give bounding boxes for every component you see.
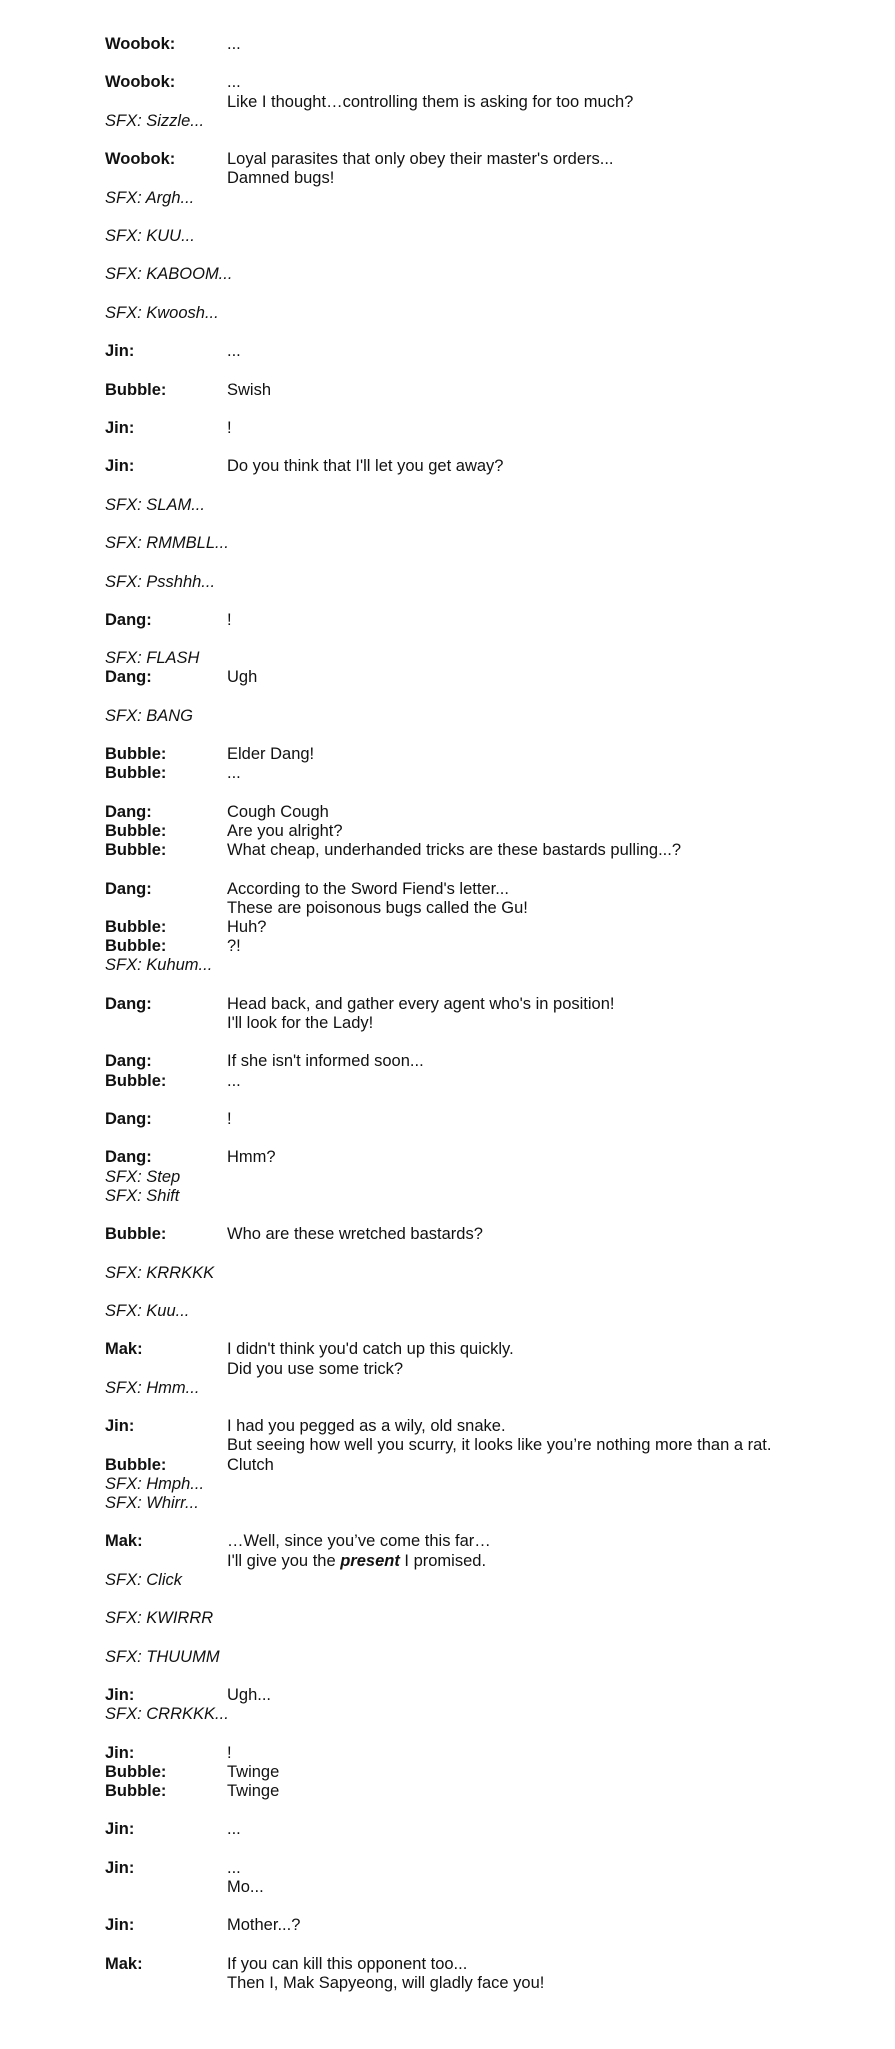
sfx-text: SFX: THUUMM: [105, 1647, 220, 1666]
speaker-name: Woobok:: [105, 150, 176, 169]
script-block: [105, 1225, 865, 1244]
sfx-line: [105, 1475, 865, 1494]
speaker-name: Bubble:: [105, 937, 167, 956]
script-block: [105, 707, 865, 726]
sfx-text: SFX: Sizzle...: [105, 111, 205, 130]
script-block: [105, 611, 865, 630]
dialog-text: I had you pegged as a wily, old snake.: [227, 1417, 506, 1436]
sfx-text: SFX: Hmph...: [105, 1474, 205, 1493]
dialog-text: Mother...?: [227, 1916, 301, 1935]
sfx-text: SFX: KABOOM...: [105, 265, 233, 284]
sfx-line: [105, 496, 865, 515]
speaker-name: Bubble:: [105, 841, 167, 860]
speaker-name: Bubble:: [105, 918, 167, 937]
sfx-line: [105, 1302, 865, 1321]
script-block: [105, 880, 865, 976]
emphasized-word: present: [340, 1551, 400, 1570]
dialog-line: [105, 35, 865, 54]
dialog-text: ...: [227, 35, 241, 53]
dialog-text: Cough Cough: [227, 802, 329, 821]
dialog-text: [227, 1552, 865, 1571]
speaker-name: Mak:: [105, 1954, 143, 1973]
dialog-text: Ugh: [227, 668, 258, 687]
speaker-name: [105, 899, 227, 918]
sfx-text: SFX: Argh...: [105, 188, 195, 207]
dialog-text: Who are these wretched bastards?: [227, 1225, 483, 1244]
dialog-text: ...: [227, 1858, 241, 1877]
script-block: [105, 1686, 865, 1724]
speaker-name: [105, 1974, 227, 1993]
speaker-name: Mak:: [105, 1340, 143, 1359]
script-block: [105, 1955, 865, 1993]
dialog-continuation: [105, 1552, 865, 1571]
dialog-text: ...: [227, 1820, 241, 1839]
sfx-text: SFX: KUU...: [105, 226, 195, 245]
dialog-text: Do you think that I'll let you get away?: [227, 457, 504, 476]
dialog-continuation: [105, 1974, 865, 1993]
dialog-text: ?!: [227, 937, 241, 956]
sfx-text: SFX: CRRKKK...: [105, 1705, 229, 1724]
dialog-text: Did you use some trick?: [227, 1359, 404, 1378]
speaker-name: Bubble:: [105, 1781, 167, 1800]
dialog-text: …Well, since you’ve come this far…: [227, 1532, 491, 1551]
sfx-text: SFX: Kuu...: [105, 1302, 190, 1321]
dialog-line: [105, 918, 865, 937]
dialog-text: Then I, Mak Sapyeong, will gladly face you!: [227, 1973, 545, 1992]
dialog-text: Like I thought…controlling them is asking for too much?: [227, 92, 634, 111]
script-block: [105, 1744, 865, 1802]
sfx-text: SFX: Psshhh...: [105, 572, 216, 591]
dialog-text: ...: [227, 764, 241, 783]
speaker-name: Jin:: [105, 1820, 135, 1839]
script-block: [105, 1110, 865, 1129]
dialog-line: [105, 764, 865, 783]
dialog-line: [105, 381, 865, 400]
dialog-line: [105, 803, 865, 822]
dialog-line: [105, 1340, 865, 1359]
sfx-text: SFX: RMMBLL...: [105, 534, 229, 553]
dialog-text: ...: [227, 342, 241, 361]
dialog-continuation: [105, 169, 865, 188]
sfx-text: SFX: Kwoosh...: [105, 303, 219, 322]
dialog-text: I'll look for the Lady!: [227, 1014, 374, 1033]
speaker-name: Dang:: [105, 668, 152, 687]
script-block: [105, 35, 865, 54]
sfx-text: SFX: Kuhum...: [105, 956, 213, 975]
sfx-line: [105, 956, 865, 975]
speaker-name: Dang:: [105, 1110, 152, 1129]
script-block: [105, 150, 865, 208]
dialog-text: !: [227, 1743, 232, 1762]
sfx-line: [105, 1571, 865, 1590]
sfx-line: [105, 1648, 865, 1667]
dialog-text: Hmm?: [227, 1148, 276, 1167]
script-block: [105, 1302, 865, 1321]
script-block: [105, 1148, 865, 1206]
sfx-line: [105, 227, 865, 246]
dialog-text: Loyal parasites that only obey their master's orders...: [227, 150, 614, 169]
dialog-text: Are you alright?: [227, 822, 343, 841]
sfx-line: [105, 649, 865, 668]
dialog-text: Swish: [227, 380, 272, 399]
sfx-text: SFX: SLAM...: [105, 495, 205, 514]
sfx-line: [105, 1705, 865, 1724]
speaker-name: Dang:: [105, 994, 152, 1013]
script-block: [105, 1052, 865, 1090]
script-block: [105, 1417, 865, 1513]
dialog-line: [105, 841, 865, 860]
sfx-line: [105, 304, 865, 323]
sfx-line: [105, 1187, 865, 1206]
speaker-name: Bubble:: [105, 822, 167, 841]
dialog-text: But seeing how well you scurry, it looks like you’re nothing more than a rat.: [227, 1436, 772, 1455]
dialog-continuation: [105, 1436, 865, 1455]
sfx-line: [105, 534, 865, 553]
dialog-line: [105, 457, 865, 476]
script-block: [105, 227, 865, 246]
sfx-line: [105, 112, 865, 131]
dialog-text: I didn't think you'd catch up this quickly.: [227, 1340, 514, 1359]
script-block: [105, 995, 865, 1033]
speaker-name: Jin:: [105, 1916, 135, 1935]
dialog-continuation: [105, 93, 865, 112]
speaker-name: Bubble:: [105, 1762, 167, 1781]
script-block: [105, 1609, 865, 1628]
script-block: [105, 73, 865, 131]
script-block: [105, 649, 865, 687]
speaker-name: Mak:: [105, 1532, 143, 1551]
sfx-line: [105, 1379, 865, 1398]
dialog-text: Twinge: [227, 1781, 280, 1800]
sfx-line: [105, 1609, 865, 1628]
dialog-text: Huh?: [227, 918, 267, 937]
dialog-text: Clutch: [227, 1455, 274, 1474]
speaker-name: [105, 1878, 227, 1897]
dialog-line: [105, 1148, 865, 1167]
speaker-name: [105, 1360, 227, 1379]
sfx-text: SFX: Hmm...: [105, 1378, 200, 1397]
dialog-text: !: [227, 418, 232, 437]
dialog-text: Damned bugs!: [227, 169, 335, 188]
sfx-line: [105, 573, 865, 592]
script-block: [105, 1859, 865, 1897]
dialog-text: Elder Dang!: [227, 745, 315, 764]
dialog-line: [105, 1916, 865, 1935]
dialog-line: [105, 1686, 865, 1705]
dialog-text: If you can kill this opponent too...: [227, 1954, 468, 1973]
sfx-line: [105, 1494, 865, 1513]
sfx-text: SFX: BANG: [105, 706, 194, 725]
script-block: [105, 419, 865, 438]
script-block: [105, 304, 865, 323]
speaker-name: Bubble:: [105, 1455, 167, 1474]
script-block: [105, 457, 865, 476]
dialog-line: [105, 745, 865, 764]
dialog-text: ...: [227, 73, 241, 92]
sfx-text: SFX: KRRKKK: [105, 1263, 215, 1282]
dialog-text: According to the Sword Fiend's letter...: [227, 879, 509, 898]
speaker-name: Bubble:: [105, 1071, 167, 1090]
sfx-text: SFX: Click: [105, 1570, 183, 1589]
speaker-name: Bubble:: [105, 764, 167, 783]
sfx-text: SFX: FLASH: [105, 649, 200, 668]
speaker-name: Bubble:: [105, 380, 167, 399]
dialog-line: [105, 1110, 865, 1129]
dialog-text: Mo...: [227, 1877, 264, 1896]
speaker-name: Jin:: [105, 1743, 135, 1762]
dialog-line: [105, 1955, 865, 1974]
sfx-text: SFX: Whirr...: [105, 1494, 199, 1513]
dialog-continuation: [105, 1878, 865, 1897]
speaker-name: Bubble:: [105, 745, 167, 764]
speaker-name: [105, 93, 227, 112]
script-block: [105, 1820, 865, 1839]
speaker-name: [105, 1436, 227, 1455]
script-block: [105, 381, 865, 400]
dialog-text: !: [227, 1110, 232, 1129]
script-block: [105, 1532, 865, 1590]
script-block: [105, 573, 865, 592]
dialog-line: [105, 1072, 865, 1091]
dialog-line: [105, 1456, 865, 1475]
dialog-line: [105, 342, 865, 361]
dialog-continuation: [105, 1360, 865, 1379]
dialog-text: Head back, and gather every agent who's in position!: [227, 994, 615, 1013]
sfx-text: SFX: Shift: [105, 1186, 180, 1205]
dialog-line: [105, 995, 865, 1014]
speaker-name: Dang:: [105, 1052, 152, 1071]
dialog-line: [105, 150, 865, 169]
dialog-line: [105, 880, 865, 899]
dialog-text: !: [227, 610, 232, 629]
sfx-line: [105, 1264, 865, 1283]
speaker-name: Jin:: [105, 1858, 135, 1877]
dialog-line: [105, 1820, 865, 1839]
dialog-text-part: I'll give you the: [227, 1551, 341, 1570]
dialog-line: [105, 1763, 865, 1782]
dialog-line: [105, 1859, 865, 1878]
dialog-text: Ugh...: [227, 1685, 272, 1704]
dialog-line: [105, 73, 865, 92]
dialog-line: [105, 1532, 865, 1551]
speaker-name: Dang:: [105, 802, 152, 821]
script-block: [105, 265, 865, 284]
sfx-line: [105, 265, 865, 284]
sfx-text: SFX: KWIRRR: [105, 1609, 214, 1628]
speaker-name: Dang:: [105, 879, 152, 898]
sfx-text: SFX: Step: [105, 1167, 181, 1186]
script-block: [105, 1648, 865, 1667]
speaker-name: [105, 1552, 227, 1571]
script-block: [105, 1264, 865, 1283]
script-block: [105, 745, 865, 783]
script-block: [105, 1340, 865, 1398]
script-block: [105, 496, 865, 515]
dialog-continuation: [105, 899, 865, 918]
sfx-line: [105, 189, 865, 208]
speaker-name: [105, 1014, 227, 1033]
dialog-line: [105, 1417, 865, 1436]
speaker-name: [105, 169, 227, 188]
dialog-line: [105, 1744, 865, 1763]
speaker-name: Dang:: [105, 610, 152, 629]
script-document: [105, 35, 865, 2012]
dialog-line: [105, 1052, 865, 1071]
dialog-line: [105, 1782, 865, 1801]
speaker-name: Bubble:: [105, 1225, 167, 1244]
dialog-continuation: [105, 1014, 865, 1033]
dialog-text: These are poisonous bugs called the Gu!: [227, 898, 528, 917]
dialog-text: What cheap, underhanded tricks are these bastards pulling...?: [227, 841, 682, 860]
dialog-text-part: I promised.: [399, 1551, 487, 1570]
dialog-line: [105, 419, 865, 438]
dialog-line: [105, 822, 865, 841]
speaker-name: Jin:: [105, 1417, 135, 1436]
speaker-name: Jin:: [105, 418, 135, 437]
dialog-line: [105, 937, 865, 956]
dialog-text: ...: [227, 1071, 241, 1090]
dialog-line: [105, 611, 865, 630]
script-block: [105, 342, 865, 361]
dialog-line: [105, 1225, 865, 1244]
speaker-name: Jin:: [105, 342, 135, 361]
speaker-name: Woobok:: [105, 73, 176, 92]
script-block: [105, 803, 865, 861]
sfx-line: [105, 707, 865, 726]
speaker-name: Dang:: [105, 1148, 152, 1167]
script-block: [105, 534, 865, 553]
dialog-text: Twinge: [227, 1762, 280, 1781]
dialog-line: [105, 668, 865, 687]
speaker-name: Woobok:: [105, 35, 176, 53]
script-block: [105, 1916, 865, 1935]
dialog-text: If she isn't informed soon...: [227, 1052, 424, 1071]
sfx-line: [105, 1168, 865, 1187]
speaker-name: Jin:: [105, 1685, 135, 1704]
speaker-name: Jin:: [105, 457, 135, 476]
